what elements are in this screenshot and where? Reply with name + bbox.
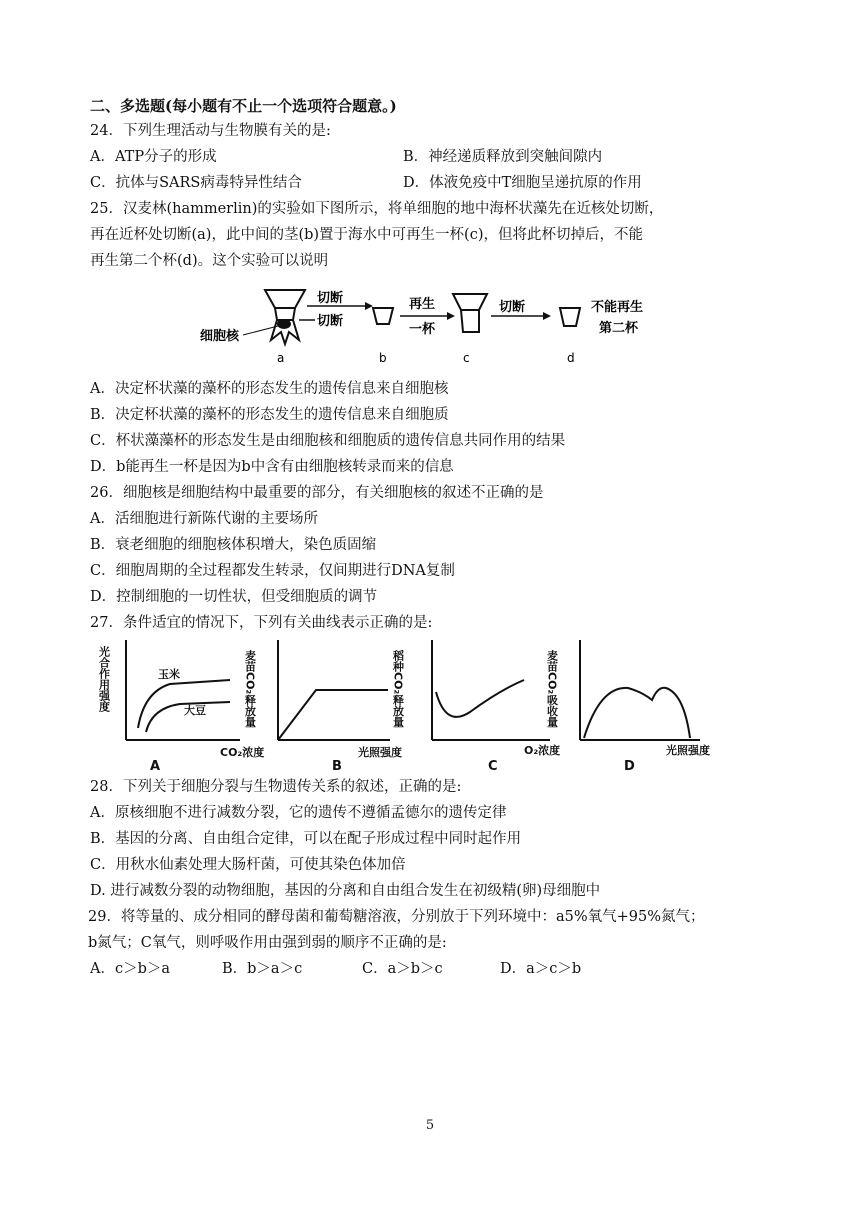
- label-no-regen-2: 第二杯: [599, 321, 639, 336]
- graph-a-ylabel: 光合作用强度: [97, 646, 111, 712]
- label-regen-top: 再生: [409, 297, 436, 312]
- graph-a-curve1: 玉米: [158, 668, 180, 681]
- graph-c-letter: C: [488, 759, 498, 774]
- label-no-regen-1: 不能再生: [591, 300, 644, 315]
- cell-a-diagram: [265, 290, 305, 344]
- graph-c-ylabel: 稻种CO₂释放量: [391, 650, 405, 728]
- q26-stem: 26．细胞核是细胞结构中最重要的部分，有关细胞核的叙述不正确的是: [90, 485, 544, 501]
- q28-option-a: A．原核细胞不进行减数分裂，它的遗传不遵循孟德尔的遗传定律: [90, 805, 507, 821]
- label-cut-1: 切断: [317, 291, 344, 306]
- curve-b: [278, 690, 388, 740]
- graph-d: [546, 640, 711, 774]
- label-b: b: [379, 351, 387, 365]
- graph-b-letter: B: [332, 759, 342, 774]
- q29-option-b: B．b＞a＞c: [222, 961, 303, 977]
- page-number: 5: [425, 1118, 435, 1133]
- curve-c: [436, 680, 524, 717]
- q25-option-c: C．杯状藻藻杯的形态发生是由细胞核和细胞质的遗传信息共同作用的结果: [90, 433, 566, 449]
- graph-a: [98, 640, 265, 774]
- graph-b-xlabel: 光照强度: [358, 746, 402, 759]
- q24-option-d: D．体液免疫中T细胞呈递抗原的作用: [403, 175, 642, 191]
- graph-b: [244, 640, 403, 774]
- graph-a-letter: A: [150, 759, 161, 774]
- q27-graphs: [97, 632, 740, 774]
- graph-c-xlabel: O₂浓度: [524, 744, 561, 757]
- curve-d: [584, 688, 690, 738]
- q25-option-b: B．决定杯状藻的藻杯的形态发生的遗传信息来自细胞质: [90, 407, 449, 423]
- q25-figure: [195, 280, 665, 370]
- graph-d-letter: D: [624, 759, 635, 774]
- q26-option-b: B．衰老细胞的细胞核体积增大，染色质固缩: [90, 537, 377, 553]
- stem-b-diagram: [373, 308, 393, 324]
- section-title: 二、多选题(每小题有不止一个选项符合题意。): [90, 97, 397, 115]
- q24-option-a: A．ATP分子的形成: [90, 149, 217, 165]
- graph-d-ylabel: 麦苗CO₂吸收量: [545, 650, 559, 728]
- label-cut-3: 切断: [499, 300, 526, 315]
- q29-option-c: C．a＞b＞c: [362, 961, 443, 977]
- label-regen-bottom: 一杯: [409, 322, 436, 337]
- q26-option-c: C．细胞周期的全过程都发生转录，仅间期进行DNA复制: [90, 563, 455, 579]
- q28-stem: 28．下列关于细胞分裂与生物遗传关系的叙述，正确的是:: [90, 779, 462, 795]
- cell-c-diagram: [453, 294, 487, 332]
- q29-stem-line2: b氮气；C氧气，则呼吸作用由强到弱的顺序不正确的是:: [88, 935, 447, 951]
- q26-option-d: D．控制细胞的一切性状，但受细胞质的调节: [90, 589, 378, 605]
- graph-a-xlabel: CO₂浓度: [220, 746, 265, 759]
- q24-option-c: C．抗体与SARS病毒特异性结合: [90, 175, 302, 191]
- q29-option-a: A．c＞b＞a: [90, 961, 171, 977]
- q28-option-d: D. 进行减数分裂的动物细胞，基因的分离和自由组合发生在初级精(卵)母细胞中: [90, 883, 601, 899]
- label-d: d: [567, 351, 575, 365]
- q25-option-a: A．决定杯状藻的藻杯的形态发生的遗传信息来自细胞核: [90, 381, 449, 397]
- q25-stem-line2: 再在近杯处切断(a)，此中间的茎(b)置于海水中可再生一杯(c)，但将此杯切掉后，不能: [90, 227, 643, 243]
- q28-option-b: B．基因的分离、自由组合定律，可以在配子形成过程中同时起作用: [90, 831, 522, 847]
- label-c: c: [463, 351, 470, 365]
- graph-a-curve2: 大豆: [184, 704, 206, 717]
- graph-b-ylabel: 麦苗CO₂释放量: [243, 650, 257, 728]
- graph-c: [392, 640, 561, 774]
- stem-d-diagram: [560, 308, 580, 326]
- q25-stem-line3: 再生第二个杯(d)。这个实验可以说明: [90, 253, 329, 269]
- q26-option-a: A．活细胞进行新陈代谢的主要场所: [90, 511, 318, 527]
- q24-option-b: B．神经递质释放到突触间隙内: [403, 149, 603, 165]
- q24-stem: 24．下列生理活动与生物膜有关的是:: [90, 123, 331, 139]
- label-cut-2: 切断: [317, 314, 344, 329]
- q29-stem-line1: 29．将等量的、成分相同的酵母菌和葡萄糖溶液，分别放于下列环境中：a5%氧气+95%氮气；: [88, 909, 705, 925]
- label-nucleus: 细胞核: [200, 329, 240, 344]
- q25-option-d: D．b能再生一杯是因为b中含有由细胞核转录而来的信息: [90, 459, 454, 475]
- q27-stem: 27．条件适宜的情况下，下列有关曲线表示正确的是:: [90, 615, 433, 631]
- q29-option-d: D．a＞c＞b: [500, 961, 582, 977]
- graph-d-xlabel: 光照强度: [666, 744, 710, 757]
- q28-option-c: C．用秋水仙素处理大肠杆菌，可使其染色体加倍: [90, 857, 406, 873]
- label-a: a: [277, 351, 285, 365]
- q25-stem-line1: 25．汉麦林(hammerlin)的实验如下图所示，将单细胞的地中海杯状藻先在近核处切断，: [90, 201, 664, 217]
